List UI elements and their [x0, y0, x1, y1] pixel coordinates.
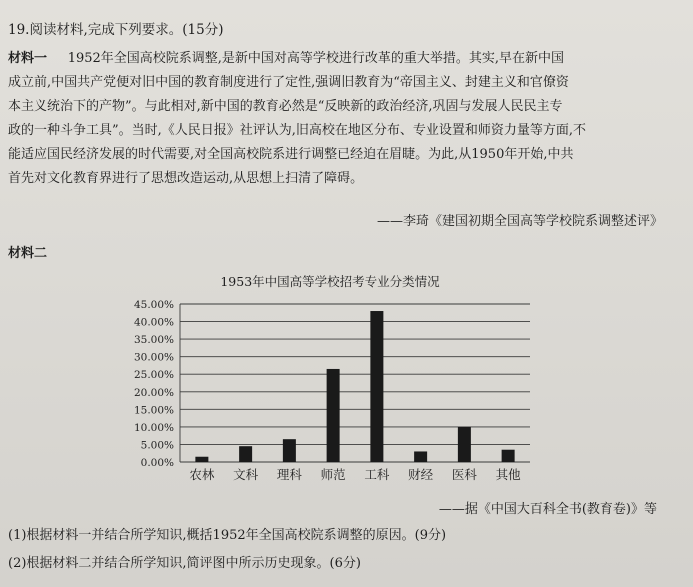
material1-line-4: 政的一种斗争工具”。当时,《人民日报》社评认为,旧高校在地区分布、专业设置和师资力量等方面,不: [8, 123, 587, 138]
x-tick-label: 农林: [189, 467, 215, 482]
bar: [283, 439, 296, 462]
bar: [370, 311, 383, 462]
sub-question-2: (2)根据材料二并结合所学知识,简评图中所示历史现象。(6分): [8, 556, 361, 571]
x-tick-label: 工科: [364, 467, 390, 482]
bar: [239, 446, 252, 462]
bar: [414, 451, 427, 462]
material2-source: ——据《中国大百科全书(教育卷)》等: [438, 502, 657, 517]
y-tick-label: 30.00%: [133, 351, 174, 364]
material1-line-3: 本主义统治下的产物”。与此相对,新中国的教育必然是“反映新的政治经济,巩固与发展人民民主专: [8, 99, 563, 114]
chart-svg: [110, 266, 550, 496]
chart-title: 1953年中国高等学校招考专业分类情况: [220, 274, 440, 289]
y-tick-label: 40.00%: [133, 316, 174, 329]
material1-source: ——李琦《建国初期全国高等学校院系调整述评》: [376, 214, 663, 229]
y-tick-label: 15.00%: [133, 404, 174, 417]
x-tick-label: 师范: [320, 467, 346, 482]
y-tick-label: 5.00%: [140, 439, 174, 452]
material1-line-2: 成立前,中国共产党便对旧中国的教育制度进行了定性,强调旧教育为“帝国主义、封建主义和官僚资: [8, 75, 569, 90]
bar: [502, 450, 515, 462]
sub-question-1: (1)根据材料一并结合所学知识,概括1952年全国高校院系调整的原因。(9分): [8, 528, 447, 543]
y-tick-label: 45.00%: [133, 299, 174, 311]
material1-label: 材料一: [8, 51, 48, 66]
y-tick-label: 10.00%: [133, 421, 174, 434]
bar: [195, 457, 208, 462]
material1-line-6: 首先对文化教育界进行了思想改造运动,从思想上扫清了障碍。: [8, 171, 364, 186]
y-tick-label: 35.00%: [133, 334, 174, 347]
x-tick-label: 财经: [408, 467, 434, 482]
bar: [458, 427, 471, 462]
x-tick-label: 文科: [233, 467, 259, 482]
y-tick-label: 0.00%: [140, 457, 174, 469]
material1-text-1: 1952年全国高校院系调整,是新中国对高等学校进行改革的重大举措。其实,早在新中国: [67, 51, 565, 66]
x-tick-label: 其他: [495, 467, 521, 482]
y-tick-label: 20.00%: [133, 386, 174, 399]
x-tick-label: 医科: [451, 467, 477, 482]
material1-line-1: [8, 51, 564, 67]
material1-line-5: 能适应国民经济发展的时代需要,对全国高校院系进行调整已经迫在眉睫。为此,从1950年开始,中共: [8, 147, 574, 162]
material2-label: 材料二: [8, 246, 48, 261]
bar: [327, 369, 340, 462]
question-title: 19.阅读材料,完成下列要求。(15分): [8, 22, 224, 38]
x-tick-label: 理科: [276, 467, 302, 482]
enrollment-chart: [110, 266, 550, 496]
y-tick-label: 25.00%: [133, 369, 174, 382]
